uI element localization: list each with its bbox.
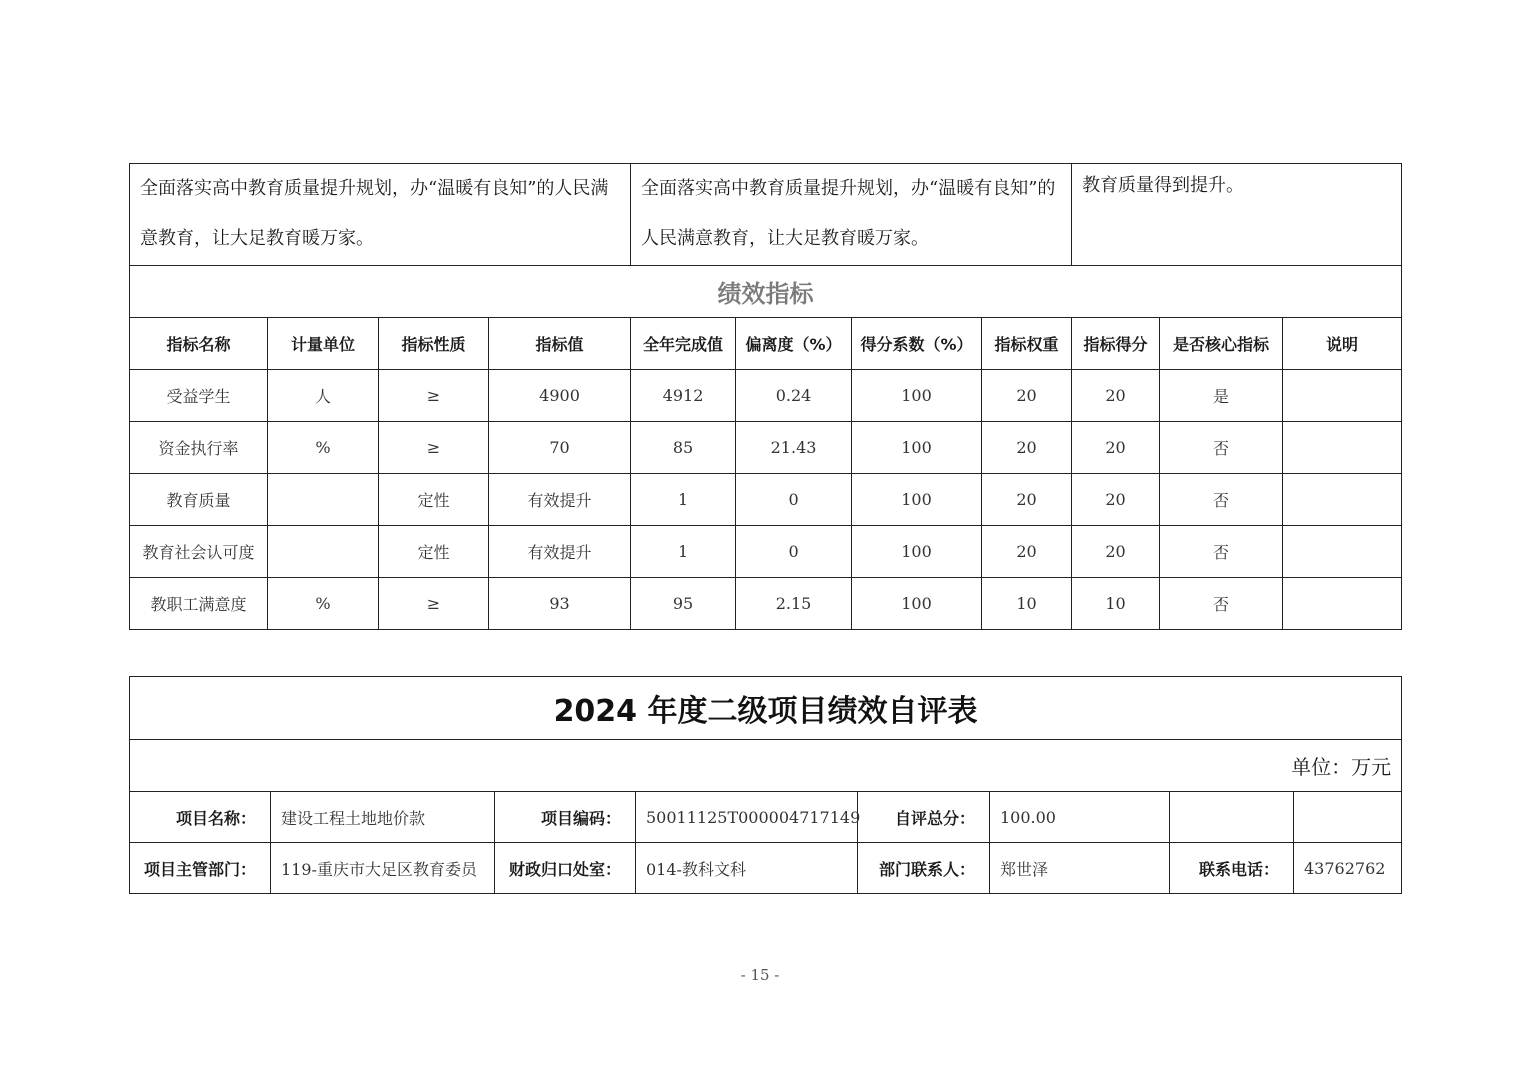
info-row — [130, 792, 1402, 843]
goal-cell-3: 教育质量得到提升。 — [1072, 164, 1402, 266]
table-cell — [1283, 370, 1402, 422]
table-cell: 否 — [1160, 578, 1283, 630]
table-cell: 资金执行率 — [130, 422, 268, 474]
table-cell: 100 — [852, 526, 982, 578]
table-cell: 10 — [1072, 578, 1160, 630]
table-cell: 教育质量 — [130, 474, 268, 526]
section-title: 绩效指标 — [130, 266, 1402, 318]
form-title: 2024 年度二级项目绩效自评表 — [130, 677, 1402, 740]
table-cell: % — [268, 422, 379, 474]
total-score-label: 自评总分： — [858, 792, 990, 843]
table-cell: 教职工满意度 — [130, 578, 268, 630]
table-cell: 20 — [1072, 474, 1160, 526]
contact-label: 部门联系人： — [858, 843, 990, 894]
table-cell: 1 — [631, 526, 736, 578]
table-cell: % — [268, 578, 379, 630]
table-cell: 20 — [982, 422, 1072, 474]
phone-value: 43762762 — [1294, 843, 1402, 894]
header-cell: 指标性质 — [379, 318, 489, 370]
table-cell: 20 — [982, 474, 1072, 526]
project-name-value: 建设工程土地地价款 — [271, 792, 495, 843]
table-cell — [268, 474, 379, 526]
phone-label: 联系电话： — [1170, 843, 1294, 894]
total-score-value: 100.00 — [990, 792, 1170, 843]
table-cell: 是 — [1160, 370, 1283, 422]
table-cell: 人 — [268, 370, 379, 422]
table-cell: 70 — [489, 422, 631, 474]
unit-label: 单位：万元 — [130, 740, 1402, 792]
table-row — [130, 370, 1402, 422]
header-cell: 说明 — [1283, 318, 1402, 370]
table-cell: 有效提升 — [489, 526, 631, 578]
table-cell: 100 — [852, 422, 982, 474]
dept-value: 119-重庆市大足区教育委员 — [271, 843, 495, 894]
info-row — [130, 843, 1402, 894]
table-cell: 4900 — [489, 370, 631, 422]
finance-label: 财政归口处室： — [495, 843, 636, 894]
table-cell: 定性 — [379, 526, 489, 578]
table-cell — [1283, 578, 1402, 630]
project-code-value: 50011125T000004717149 — [636, 792, 858, 843]
table-cell: ≥ — [379, 370, 489, 422]
finance-value: 014-教科文科 — [636, 843, 858, 894]
table-cell: ≥ — [379, 578, 489, 630]
table-cell: 4912 — [631, 370, 736, 422]
goals-row — [130, 164, 1402, 266]
table-cell: 20 — [982, 370, 1072, 422]
performance-table — [129, 163, 1402, 630]
header-cell: 指标值 — [489, 318, 631, 370]
dept-label: 项目主管部门： — [130, 843, 271, 894]
contact-value: 郑世泽 — [990, 843, 1170, 894]
table-cell: 0 — [736, 474, 852, 526]
header-cell: 指标权重 — [982, 318, 1072, 370]
table-cell: 10 — [982, 578, 1072, 630]
table-cell: 受益学生 — [130, 370, 268, 422]
table-cell: 95 — [631, 578, 736, 630]
header-cell: 偏离度（%） — [736, 318, 852, 370]
page-number: - 15 - — [740, 966, 780, 984]
table-cell: ≥ — [379, 422, 489, 474]
table-cell: 100 — [852, 370, 982, 422]
table-cell: 2.15 — [736, 578, 852, 630]
table-row — [130, 474, 1402, 526]
table-cell: 有效提升 — [489, 474, 631, 526]
table-cell: 20 — [1072, 370, 1160, 422]
goal-cell-2: 全面落实高中教育质量提升规划，办“温暖有良知”的人民满意教育，让大足教育暖万家。 — [631, 164, 1072, 266]
table-cell: 93 — [489, 578, 631, 630]
table-row — [130, 526, 1402, 578]
table-cell: 1 — [631, 474, 736, 526]
project-code-label: 项目编码： — [495, 792, 636, 843]
empty-cell — [1170, 792, 1294, 843]
empty-cell — [1294, 792, 1402, 843]
table-cell: 0 — [736, 526, 852, 578]
table-cell: 85 — [631, 422, 736, 474]
table-cell: 定性 — [379, 474, 489, 526]
table-cell: 21.43 — [736, 422, 852, 474]
table-cell: 否 — [1160, 422, 1283, 474]
table-cell: 100 — [852, 474, 982, 526]
self-eval-table — [129, 676, 1402, 894]
table-cell — [1283, 422, 1402, 474]
header-cell: 全年完成值 — [631, 318, 736, 370]
header-cell: 是否核心指标 — [1160, 318, 1283, 370]
table-cell — [268, 526, 379, 578]
header-cell: 指标得分 — [1072, 318, 1160, 370]
header-cell: 得分系数（%） — [852, 318, 982, 370]
table-row — [130, 422, 1402, 474]
table-cell — [1283, 474, 1402, 526]
table-row — [130, 578, 1402, 630]
table-cell: 否 — [1160, 474, 1283, 526]
table-cell: 20 — [982, 526, 1072, 578]
table-cell: 20 — [1072, 526, 1160, 578]
header-cell: 计量单位 — [268, 318, 379, 370]
table-cell: 100 — [852, 578, 982, 630]
table-cell: 20 — [1072, 422, 1160, 474]
table-cell: 教育社会认可度 — [130, 526, 268, 578]
goal-cell-1: 全面落实高中教育质量提升规划，办“温暖有良知”的人民满意教育，让大足教育暖万家。 — [130, 164, 631, 266]
header-cell: 指标名称 — [130, 318, 268, 370]
table-cell: 0.24 — [736, 370, 852, 422]
header-row — [130, 318, 1402, 370]
project-name-label: 项目名称： — [130, 792, 271, 843]
table-cell — [1283, 526, 1402, 578]
table-cell: 否 — [1160, 526, 1283, 578]
